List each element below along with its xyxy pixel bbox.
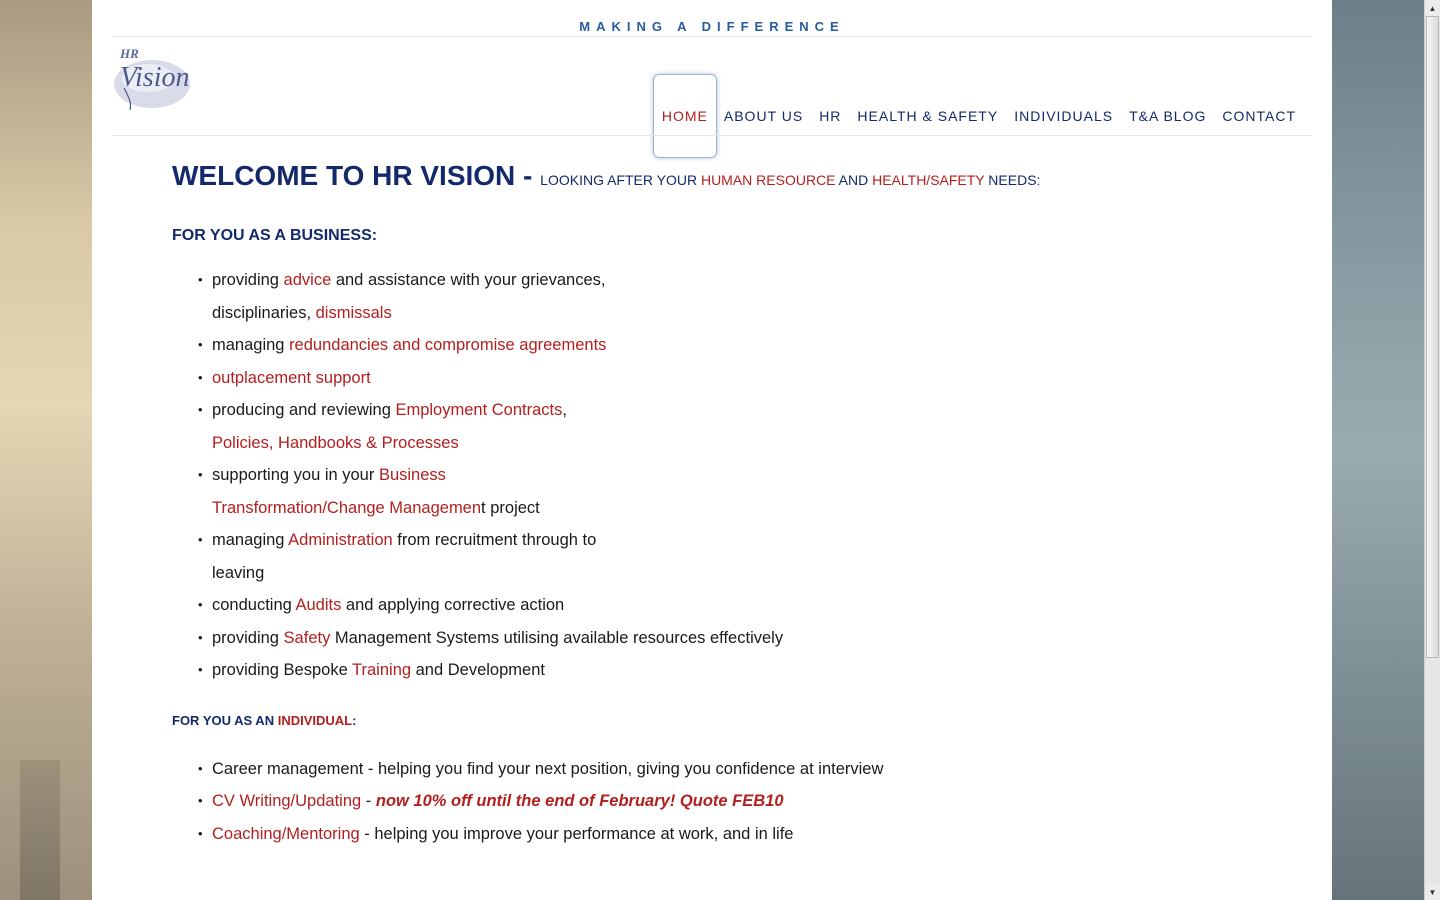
nav-individuals[interactable]: INDIVIDUALS [1014, 108, 1114, 124]
scroll-down-icon[interactable]: ▼ [1425, 884, 1440, 900]
item-text: disciplinaries, [212, 303, 316, 322]
page-title [172, 158, 1272, 194]
main-content [172, 158, 1272, 850]
item-text: and assistance with your grievances, [331, 271, 606, 289]
header-divider-bottom [112, 135, 1312, 136]
redundancies-link[interactable]: redundancies and compromise agreements [289, 336, 607, 354]
item-text: t project [481, 498, 540, 517]
individual-heading-colon: : [352, 712, 357, 728]
safety-link[interactable]: Safety [283, 628, 331, 647]
business-list [172, 264, 1272, 687]
item-text: providing [212, 271, 284, 289]
item-text: from recruitment through to [392, 531, 597, 549]
welcome-heading: WELCOME TO HR VISION - [172, 160, 533, 191]
item-text: and Development [411, 661, 545, 679]
item-text: managing [212, 336, 290, 354]
welcome-sub-text: LOOKING AFTER YOUR [540, 172, 698, 188]
item-text: Career management - helping you find your next position, giving you confidence at interview [212, 759, 884, 778]
logo-vision-text: Vision [120, 62, 190, 93]
main-navigation [654, 108, 1304, 124]
business-transformation-link[interactable]: Business [378, 466, 446, 484]
list-item [198, 329, 1272, 362]
list-item [198, 589, 1272, 622]
item-text: leaving [212, 563, 265, 582]
welcome-sub-and: AND [838, 172, 869, 188]
list-item [198, 264, 1272, 329]
list-item [198, 785, 1272, 818]
item-text: - [361, 792, 376, 810]
tagline: MAKING A DIFFERENCE [579, 19, 845, 34]
promo-text: now 10% off until the end of February! Quote FEB10 [375, 792, 784, 810]
nav-health-safety[interactable]: HEALTH & SAFETY [857, 108, 999, 124]
business-heading: FOR YOU AS A BUSINESS: [172, 227, 378, 244]
nav-ta-blog[interactable]: T&A BLOG [1129, 108, 1207, 124]
background-right [1332, 0, 1424, 900]
list-item [198, 622, 1272, 655]
audits-link[interactable]: Audits [295, 596, 342, 614]
item-text: and applying corrective action [341, 596, 565, 614]
employment-contracts-link[interactable]: Employment Contracts [395, 401, 563, 419]
item-text: managing [212, 531, 289, 549]
item-text: producing and reviewing [212, 401, 396, 419]
individual-heading-text: FOR YOU AS AN [172, 712, 278, 728]
list-item [198, 362, 1272, 395]
administration-link[interactable]: Administration [288, 531, 393, 549]
individual-heading-highlight: INDIVIDUAL [277, 712, 353, 728]
welcome-sub-hr: HUMAN RESOURCE [700, 172, 836, 188]
coaching-link[interactable]: Coaching/Mentoring [212, 824, 360, 843]
scroll-up-icon[interactable]: ▲ [1425, 0, 1440, 16]
scrollbar-thumb[interactable] [1426, 16, 1439, 658]
item-text: - helping you improve your performance at work, and in life [359, 824, 794, 843]
item-text: providing [212, 628, 284, 647]
nav-hr[interactable]: HR [819, 108, 842, 124]
dismissals-link[interactable]: dismissals [315, 303, 392, 322]
item-text: , [562, 401, 567, 419]
individual-list [172, 753, 1272, 851]
item-text: conducting [212, 596, 296, 614]
site-logo[interactable] [112, 44, 196, 114]
welcome-sub-end: NEEDS: [988, 172, 1041, 188]
individual-heading [172, 711, 1272, 731]
change-management-link[interactable]: Transformation/Change Managemen [212, 498, 482, 517]
item-text: Management Systems utilising available resources effectively [330, 628, 784, 647]
logo-hr-text: HR [120, 46, 139, 61]
outplacement-link[interactable]: outplacement support [212, 368, 371, 387]
list-item [198, 753, 1272, 786]
training-link[interactable]: Training [352, 661, 412, 679]
item-text: supporting you in your [212, 466, 379, 484]
policies-link[interactable]: Policies, Handbooks & Processes [212, 433, 459, 452]
nav-about-us[interactable]: ABOUT US [723, 108, 804, 124]
item-text: providing Bespoke [212, 661, 353, 679]
list-item [198, 818, 1272, 851]
vertical-scrollbar[interactable] [1424, 0, 1440, 900]
cv-writing-link[interactable]: CV Writing/Updating [212, 792, 362, 810]
welcome-subtitle [540, 172, 1040, 188]
welcome-sub-hs: HEALTH/SAFETY [872, 172, 985, 188]
list-item [198, 654, 1272, 687]
list-item [198, 394, 1272, 459]
nav-home[interactable]: HOME [654, 108, 716, 124]
list-item [198, 524, 1272, 589]
list-item [198, 459, 1272, 524]
page-container [92, 0, 1332, 900]
advice-link[interactable]: advice [283, 271, 332, 289]
nav-contact[interactable]: CONTACT [1222, 108, 1296, 124]
background-left [0, 0, 92, 900]
header-divider-top [112, 36, 1312, 37]
